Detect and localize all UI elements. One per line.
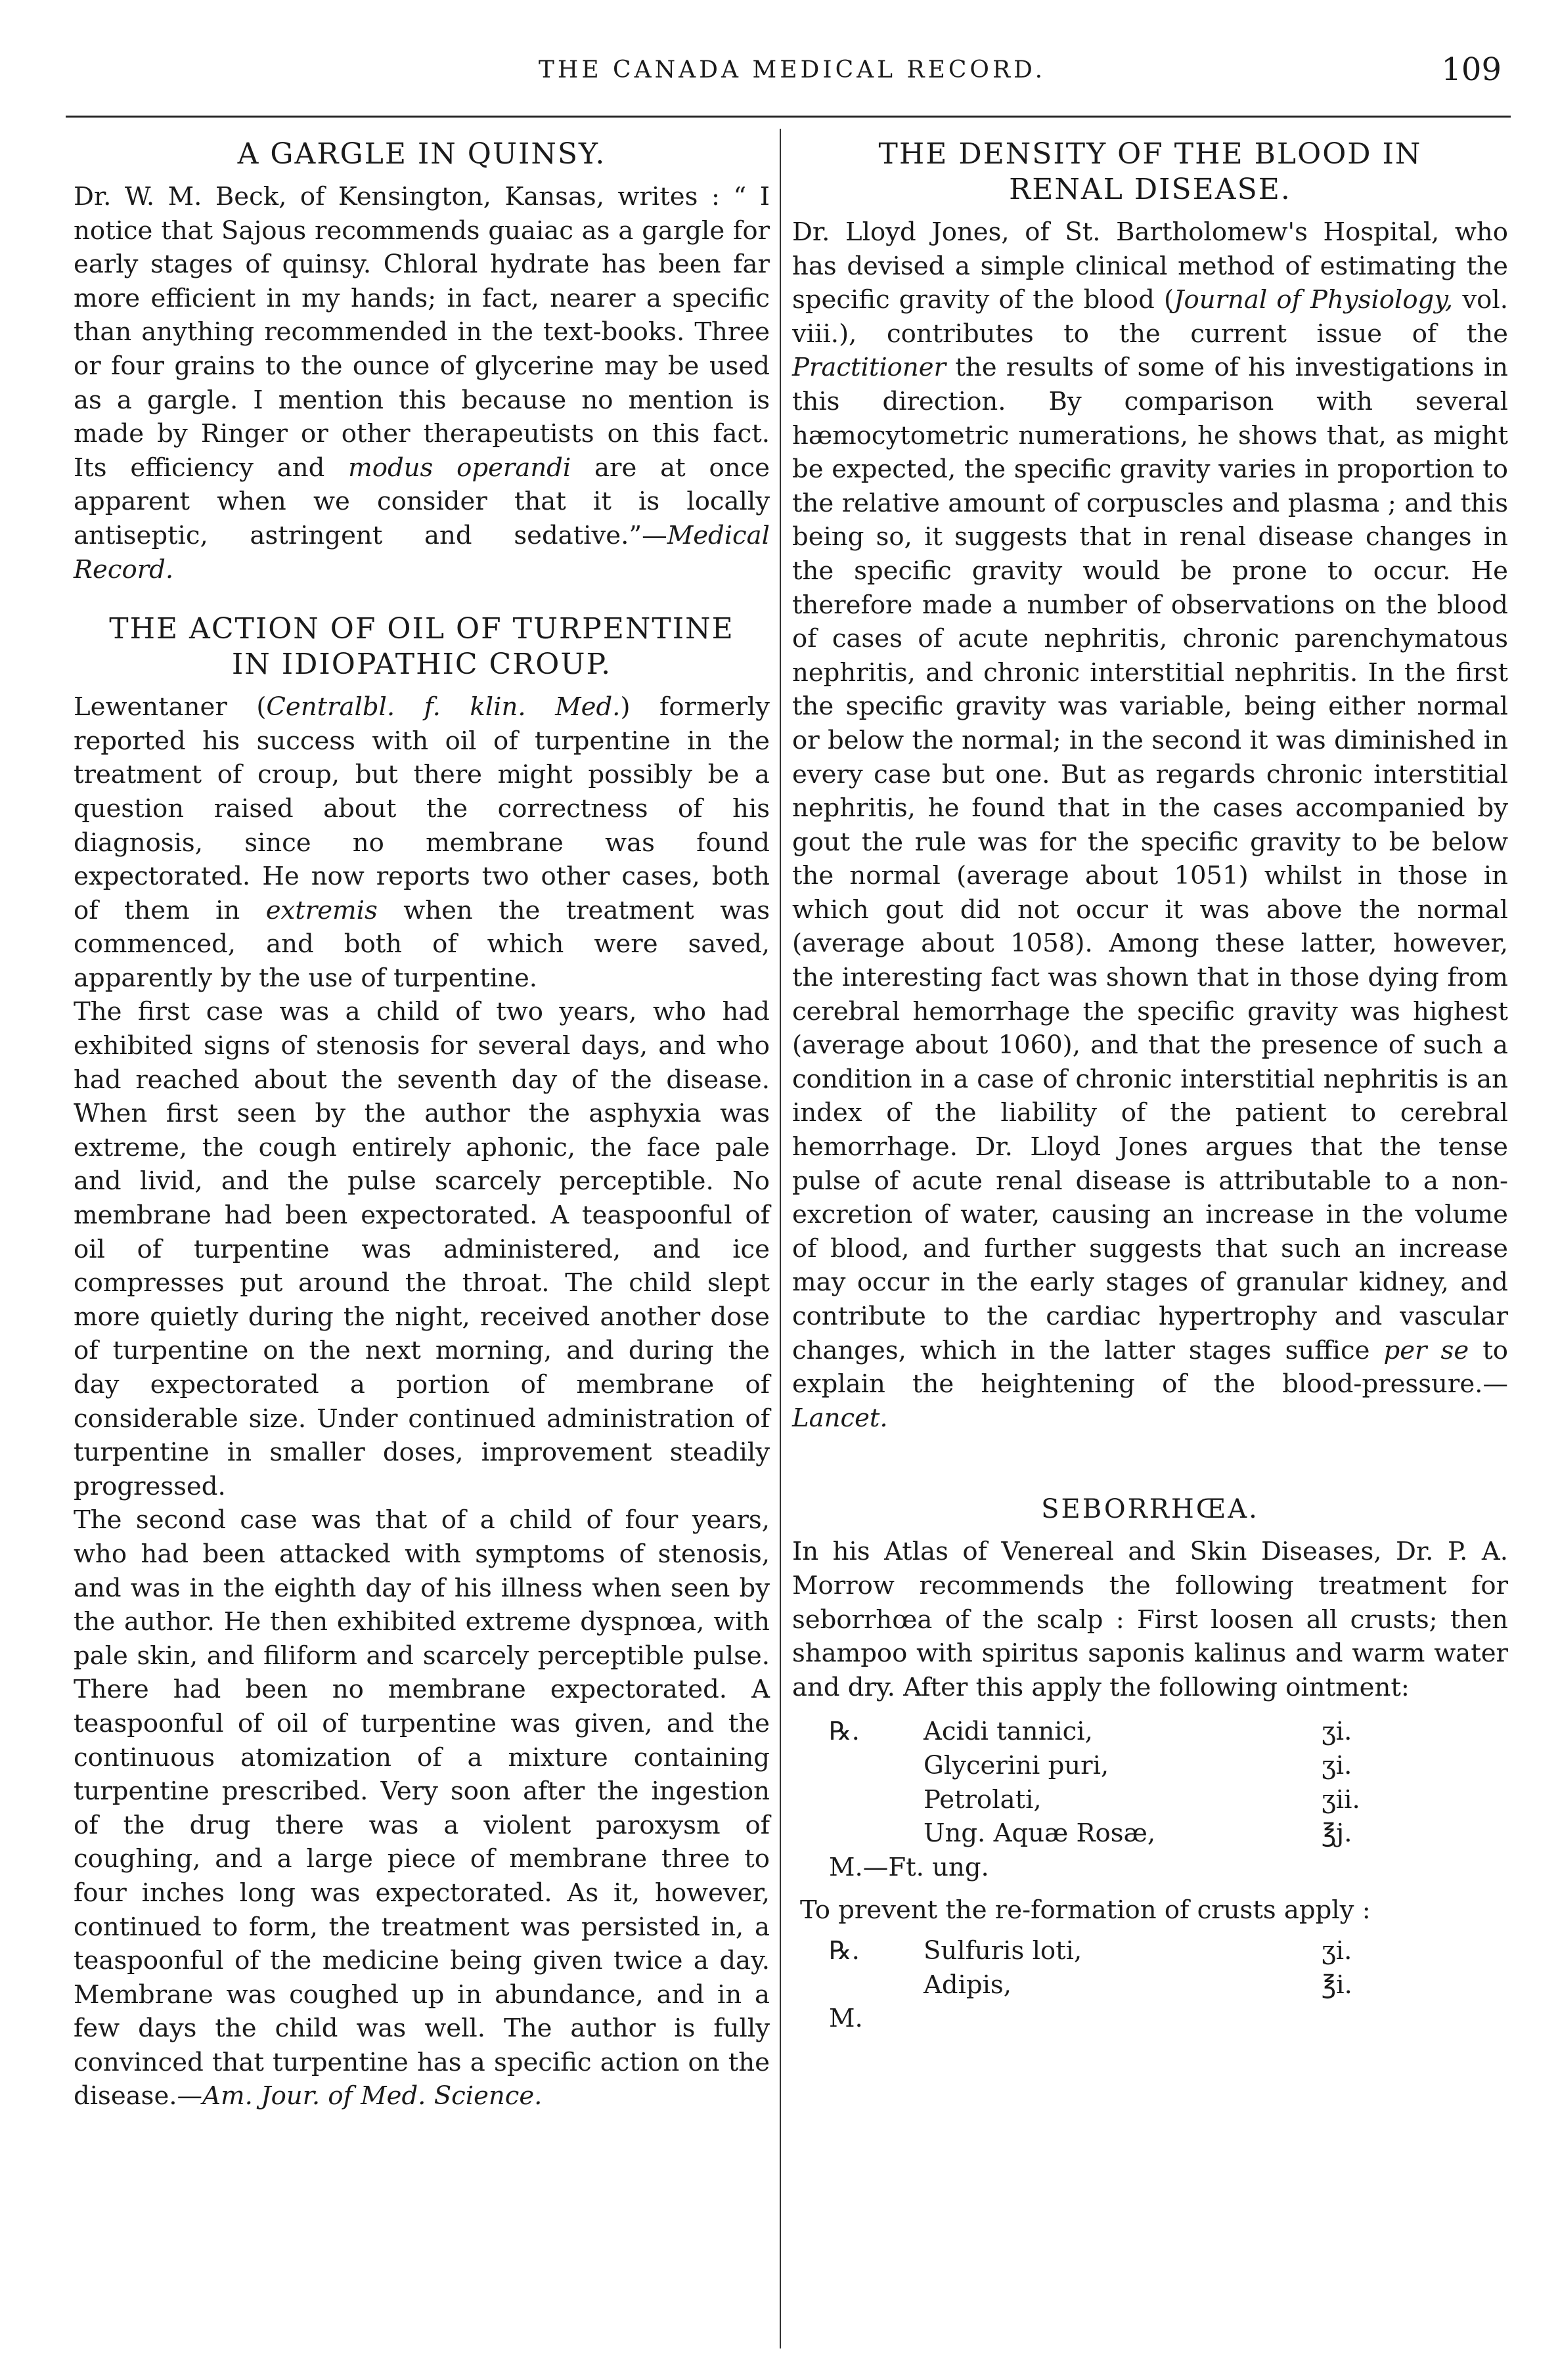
page-number: 109	[1441, 51, 1502, 88]
article-title: A GARGLE IN QUINSY.	[237, 137, 606, 171]
recipe-symbol: ℞.	[829, 1717, 860, 1747]
article-turpentine-croup	[74, 611, 770, 2113]
title-line: THE DENSITY OF THE BLOOD IN	[878, 137, 1422, 171]
column-divider	[780, 129, 781, 2348]
article-intro: In his Atlas of Venereal and Skin Diseases, Dr. P. A. Morrow recommends the following treatment for seborrhœa of the scalp : First loosen all crusts; then shampoo with spiritus saponis kalinus and warm water and dry. After this apply the following ointment:	[792, 1537, 1508, 1702]
article-title: SEBORRHŒA.	[1041, 1494, 1259, 1525]
ingredient-quantity: ℥j.	[1322, 1818, 1352, 1849]
ingredient-quantity: ℥i.	[1322, 1970, 1352, 2000]
ingredient-quantity: ʒi.	[1322, 1750, 1352, 1780]
body-italic: extremis	[265, 895, 378, 925]
title-line: IN IDIOPATHIC CROUP.	[231, 648, 612, 682]
title-line: THE ACTION OF OIL OF TURPENTINE	[109, 612, 734, 646]
body-italic: Centralbl. f. klin. Med.	[266, 692, 621, 722]
prescription-lead: To prevent the re-formation of crusts apply :	[800, 1895, 1371, 1926]
recipe-symbol: ℞.	[829, 1935, 860, 1966]
running-head	[79, 50, 1505, 96]
spacer	[792, 1435, 1508, 1491]
spacer	[74, 586, 770, 611]
article-paragraph: The first case was a child of two years, who had exhibited signs of stenosis for several days, and who had reached about the seventh day of the disease. When first seen by the author the asphyxia was extreme, the cough entirely aphonic, the face pale and livid, and the pulse scarcely perceptible. No membrane had been expectorated. A teaspoonful of oil of turpentine was administered, and ice compresses put around the throat. The child slept more quietly during the night, received another dose of turpentine on the next morning, and during the day expectorated a portion of membrane of considerable size. Under continued administration of turpentine in smaller doses, improvement steadily progressed.	[74, 997, 770, 1501]
article-seborrhoea	[792, 1491, 1508, 2035]
body-text: Dr. Lloyd Jones, of St. Bartholomew's Hospital, who has devised a simple clinical method of estimating the specific gravity of the blood (	[792, 217, 1508, 315]
body-text: when the treatment was commenced, and both of which were saved, apparently by the use of turpentine.	[74, 895, 770, 993]
prescription-line	[792, 1817, 1508, 1851]
body-text: The second case was that of a child of four years, who had been attacked with symptoms of stenosis, and was in the eighth day of his illness when seen by the author. He then exhibited extreme dyspnœa, with pale skin, and filiform and scarcely perceptible pulse. There had been no membrane expectorated. A teaspoonful of oil of turpentine was given, and the continuous atomization of a mixture containing turpentine prescribed. Very soon after the ingestion of the drug there was a violent paroxysm of coughing, and a large piece of membrane three to four inches long was expectorated. As it, however, continued to form, the treatment was persisted in, a teaspoonful of the medicine being given twice a day. Membrane was coughed up in abundance, and in a few days the child was well. The author is fully convinced that turpentine has a specific action on the disease.—	[74, 1505, 770, 2111]
article-paragraph	[74, 690, 770, 995]
left-column	[74, 137, 770, 2113]
ingredient-name: Adipis,	[924, 1970, 1012, 2000]
body-text: vol. viii.), contributes to the current issue of the	[792, 285, 1508, 349]
ingredient-quantity: ʒi.	[1322, 1935, 1352, 1966]
prescription-sig: M.—Ft. ung.	[829, 1852, 989, 1882]
body-italic: Practitioner	[792, 353, 946, 383]
ingredient-quantity: ʒii.	[1322, 1784, 1360, 1815]
article-density-of-blood	[792, 137, 1508, 1435]
prescription-line	[792, 1783, 1508, 1817]
ingredient-name: Petrolati,	[924, 1784, 1042, 1815]
article-body	[792, 215, 1508, 1435]
prescription-crusts	[792, 1934, 1508, 2036]
ingredient-name: Ung. Aquæ Rosæ,	[924, 1818, 1156, 1849]
article-paragraph	[74, 1503, 770, 2113]
ingredient-name: Acidi tannici,	[924, 1717, 1093, 1747]
article-gargle-in-quinsy	[74, 137, 770, 586]
prescription-line	[792, 1968, 1508, 2002]
body-text: the results of some of his investigations in this direction. By comparison with several hæmocytometric numerations, he shows that, as might be expected, the specific gravity varies in proportion to the relative amount of corpuscles and plasma ; and this being so, it suggests that in renal disease changes in the specific gravity would be prone to occur. He therefore made a number of observations on the blood of cases of acute nephritis, chronic parenchymatous nephritis, and chronic interstitial nephritis. In the first the specific gravity was variable, being either normal or below the normal; in the second it was diminished in every case but one. But as regards chronic interstitial nephritis, he found that in the cases accompanied by gout the rule was for the specific gravity to be below the normal (average about 1051) whilst in those in which gout did not occur it was above the normal (average about 1058). Among these latter, however, the interesting fact was shown that in those dying from cerebral hemorrhage the specific gravity was highest (average about 1060), and that the presence of such a condition in a case of chronic interstitial nephritis is an index of the liability of the patient to cerebral hemorrhage. Dr. Lloyd Jones argues that the tense pulse of acute renal disease is attributable to a non-excretion of water, causing an increase in the volume of blood, and further suggests that such an increase may occur in the early stages of granular kidney, and contribute to the cardiac hypertrophy and vascular changes, which in the latter stages suffice	[792, 353, 1509, 1365]
title-line: RENAL DISEASE.	[1009, 173, 1291, 206]
prescription-sig: M.	[829, 2004, 863, 2034]
prescription-line	[792, 1934, 1508, 1968]
body-text: ) formerly reported his success with oil of turpentine in the treatment of croup, but there might possibly be a question raised about the correctness of his diagnosis, since no membrane was found expectorated. He now reports two other cases, both of them in	[74, 692, 770, 925]
body-text: Lewentaner (	[74, 692, 267, 722]
ingredient-name: Glycerini puri,	[924, 1750, 1109, 1780]
article-body	[74, 180, 770, 586]
ingredient-quantity: ʒi.	[1322, 1717, 1352, 1747]
prescription-ointment	[792, 1715, 1508, 1884]
prescription-line	[792, 1715, 1508, 1749]
article-source: Am. Jour. of Med. Science.	[202, 2081, 543, 2111]
body-text: Dr. W. M. Beck, of Kensington, Kansas, writes : “ I notice that Sajous recommends guaiac as a gargle for early stages of quinsy. Chloral hydrate has been far more efficient in my hands; in fact, nearer a specific than anything recommended in the text-books. Three or four grains to the ounce of glycerine may be used as a gargle. I mention this because no mention is made by Ringer or other therapeutists on this fact. Its efficiency and	[74, 182, 770, 483]
prescription-line	[792, 2002, 1508, 2036]
running-title: THE CANADA MEDICAL RECORD.	[538, 56, 1046, 83]
body-italic: modus operandi	[348, 452, 571, 483]
header-rule	[66, 116, 1511, 118]
body-italic: Journal of Physiology,	[1174, 285, 1454, 315]
body-text: to explain the heightening of the blood-pressure.—	[792, 1335, 1508, 1399]
article-title	[792, 137, 1508, 208]
article-source: Medical Record.	[74, 520, 770, 584]
right-column	[792, 137, 1508, 2036]
prescription-line	[792, 1851, 1508, 1885]
prescription-line	[792, 1749, 1508, 1783]
article-source: Lancet.	[792, 1403, 888, 1433]
body-text: are at once apparent when we consider that it is locally antiseptic, astringent and sedative.”—	[74, 452, 770, 550]
body-italic: per se	[1383, 1335, 1469, 1365]
article-title	[74, 611, 770, 682]
ingredient-name: Sulfuris loti,	[924, 1935, 1082, 1966]
